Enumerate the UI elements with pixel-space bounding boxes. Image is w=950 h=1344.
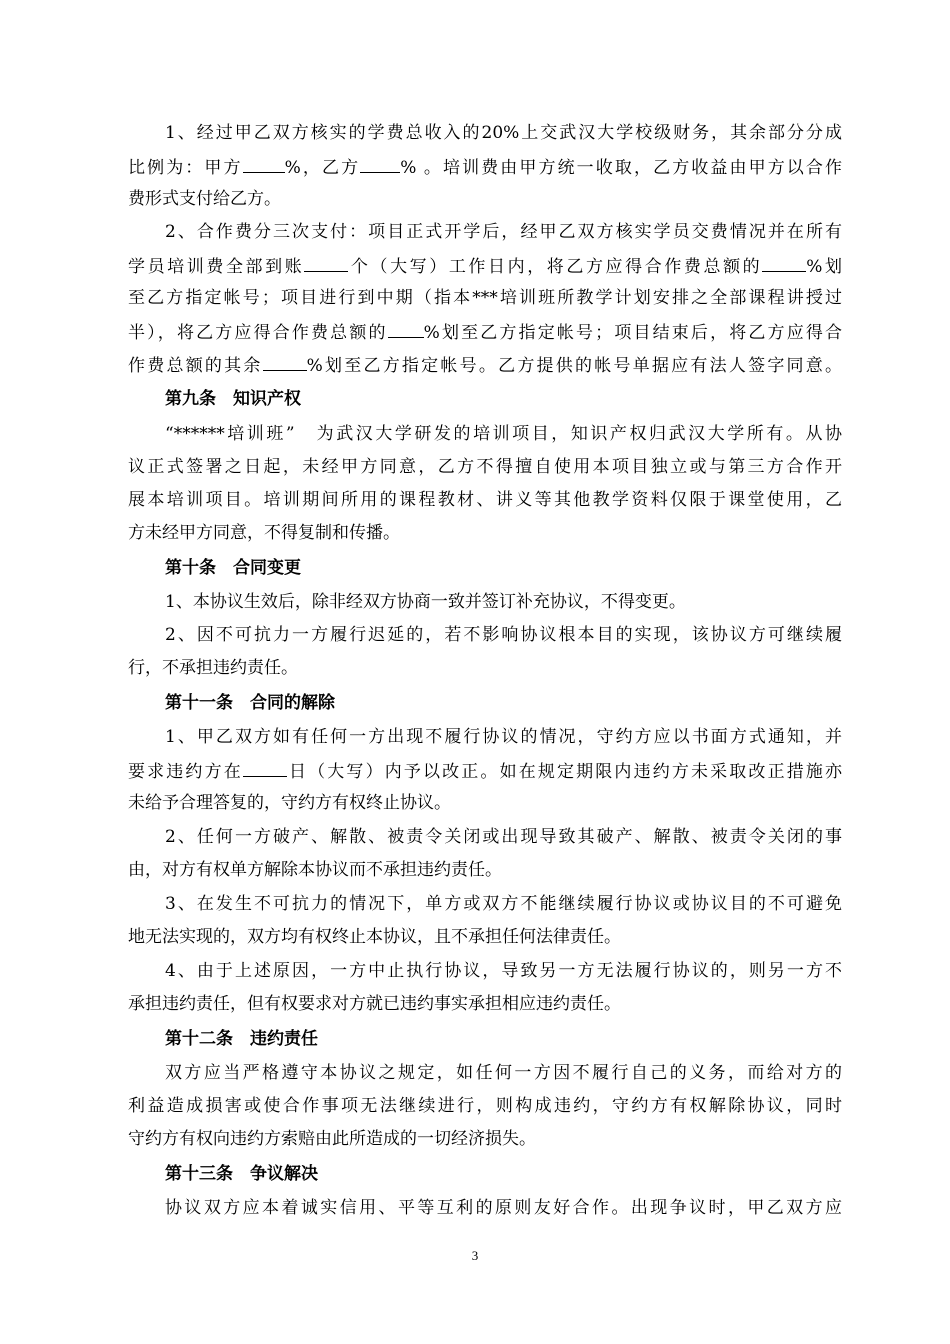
paragraph-line: 方未经甲方同意，不得复制和传播。: [128, 523, 400, 543]
line-text: 要求违约方在: [128, 762, 243, 781]
paragraph-line: 利益造成损害或使合作事项无法继续进行，则构成违约，守约方有权解除协议，同时: [128, 1096, 842, 1116]
paragraph-line: 2、因不可抗力一方履行迟延的，若不影响协议根本目的实现，该协议方可继续履: [165, 625, 842, 645]
line-text: 个（大写）工作日内，将乙方应得合作费总额的: [348, 257, 763, 276]
paragraph-line: 1、经过甲乙双方核实的学费总收入的20%上交武汉大学校级财务，其余部分分成: [165, 123, 842, 143]
paragraph-line: 1、本协议生效后，除非经双方协商一致并签订补充协议，不得变更。: [165, 592, 686, 612]
paragraph-line: “******培训班” 为武汉大学研发的培训项目，知识产权归武汉大学所有。从协: [165, 424, 842, 444]
paragraph-line: 4、由于上述原因，一方中止执行协议，导致另一方无法履行协议的，则另一方不: [165, 961, 842, 981]
paragraph-line: 3、在发生不可抗力的情况下，单方或双方不能继续履行协议或协议目的不可避免: [165, 894, 842, 914]
paragraph-line: [128, 759, 842, 781]
paragraph-line: [128, 155, 842, 177]
fill-in-blank: [360, 155, 400, 173]
paragraph-line: [128, 353, 842, 375]
section-heading: 第九条 知识产权: [165, 389, 301, 409]
line-text: 日（大写）内予以改正。如在规定期限内违约方未采取改正措施亦: [286, 762, 842, 781]
paragraph-line: 由，对方有权单方解除本协议而不承担违约责任。: [128, 860, 502, 880]
line-text: 学员培训费全部到账: [128, 257, 305, 276]
line-text: %划至乙方指定帐号。乙方提供的帐号单据应有法人签字同意。: [306, 356, 842, 375]
section-heading: 第十条 合同变更: [165, 558, 301, 578]
fill-in-blank: [243, 759, 287, 777]
paragraph-line: [128, 320, 842, 342]
paragraph-line: 议正式签署之日起，未经甲方同意，乙方不得擅自使用本项目独立或与第三方合作开: [128, 457, 842, 477]
paragraph-line: 费形式支付给乙方。: [128, 189, 281, 209]
page-number: 3: [471, 1248, 479, 1263]
paragraph-line: 双方应当严格遵守本协议之规定，如任何一方因不履行自己的义务，而给对方的: [165, 1063, 842, 1083]
paragraph-line: 展本培训项目。培训期间所用的课程教材、讲义等其他教学资料仅限于课堂使用，乙: [128, 490, 842, 510]
paragraph-line: 未给予合理答复的，守约方有权终止协议。: [128, 793, 451, 813]
line-text: 比例为：甲方: [128, 158, 243, 177]
paragraph-line: 协议双方应本着诚实信用、平等互利的原则友好合作。出现争议时，甲乙双方应: [165, 1198, 842, 1218]
paragraph-line: 1、甲乙双方如有任何一方出现不履行协议的情况，守约方应以书面方式通知，并: [165, 727, 842, 747]
line-text: 半），将乙方应得合作费总额的: [128, 323, 388, 342]
paragraph-line: 承担违约责任，但有权要求对方就已违约事实承担相应违约责任。: [128, 994, 621, 1014]
paragraph-line: 2、合作费分三次支付：项目正式开学后，经甲乙双方核实学员交费情况并在所有: [165, 222, 842, 242]
paragraph-line: 行，不承担违约责任。: [128, 658, 298, 678]
fill-in-blank: [762, 254, 806, 272]
paragraph-line: 至乙方指定帐号；项目进行到中期（指本***培训班所教学计划安排之全部课程讲授过: [128, 288, 842, 308]
fill-in-blank: [243, 155, 285, 173]
section-heading: 第十一条 合同的解除: [165, 693, 335, 713]
line-text: %划至乙方指定帐号；项目结束后，将乙方应得合: [423, 323, 842, 342]
fill-in-blank: [304, 254, 348, 272]
fill-in-blank: [263, 353, 307, 371]
line-text: %，乙方: [284, 158, 361, 177]
line-text: % 。培训费由甲方统一收取，乙方收益由甲方以合作: [400, 158, 842, 177]
paragraph-line: 地无法实现的，双方均有权终止本协议，且不承担任何法律责任。: [128, 927, 621, 947]
fill-in-blank: [388, 320, 424, 338]
section-heading: 第十三条 争议解决: [165, 1164, 318, 1184]
paragraph-line: 守约方有权向违约方索赔由此所造成的一切经济损失。: [128, 1129, 536, 1149]
line-text: 作费总额的其余: [128, 356, 263, 375]
paragraph-line: 2、任何一方破产、解散、被责令关闭或出现导致其破产、解散、被责令关闭的事: [165, 827, 842, 847]
section-heading: 第十二条 违约责任: [165, 1029, 318, 1049]
line-text: %划: [806, 257, 842, 276]
paragraph-line: [128, 254, 842, 276]
